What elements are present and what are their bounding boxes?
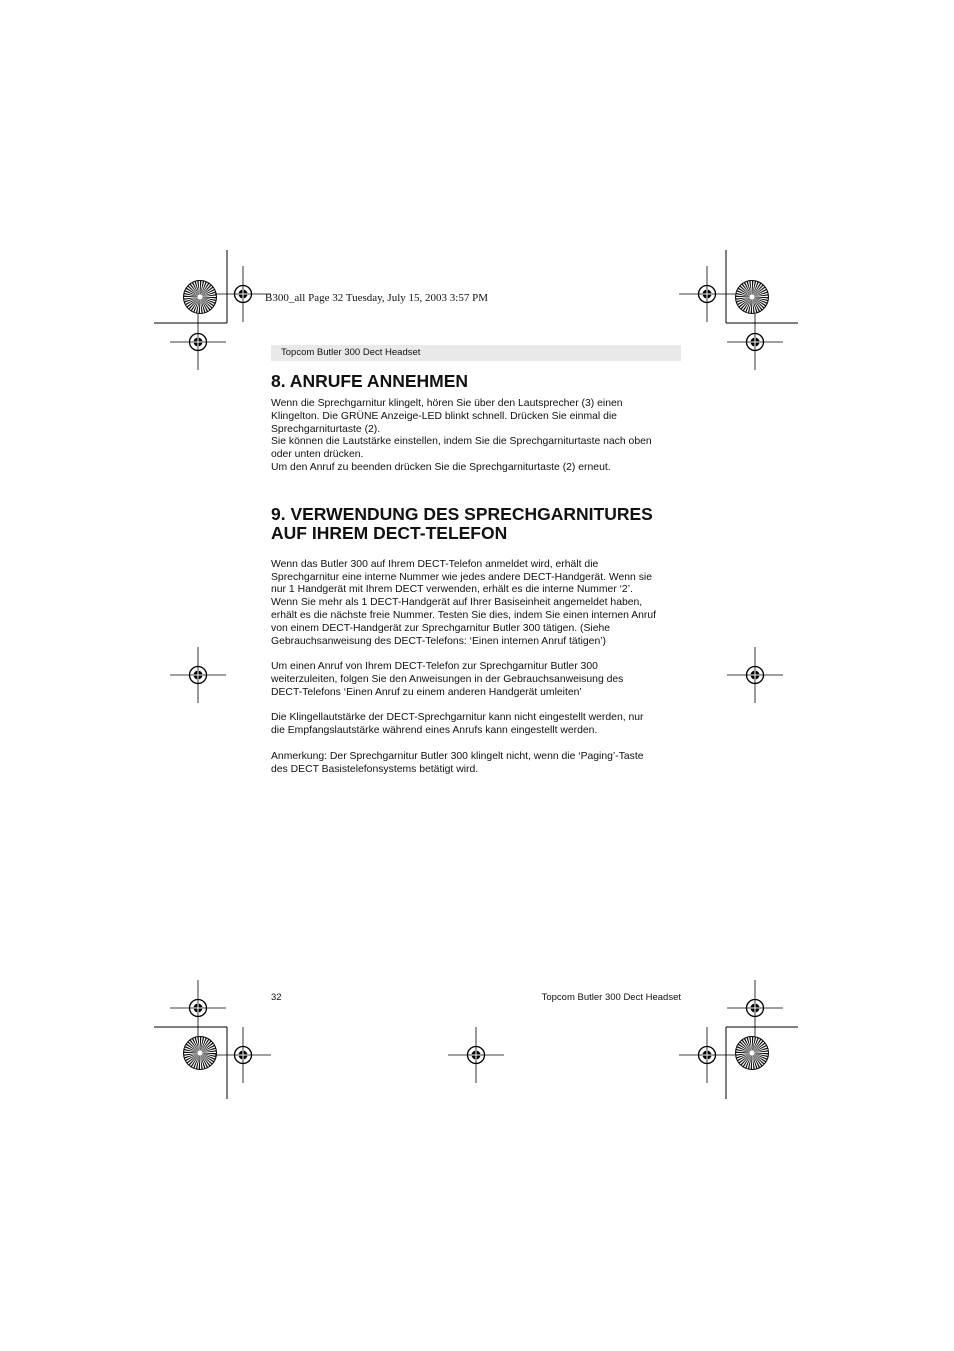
page-content bbox=[271, 372, 681, 776]
print-slug-line: B300_all Page 32 Tuesday, July 15, 2003 3:57 PM bbox=[265, 292, 488, 304]
section-9-paragraph-1 bbox=[271, 559, 681, 649]
text-line: des DECT Basistelefonsystems betätigt wird. bbox=[271, 763, 479, 775]
text-line: Gebrauchsanweisung des DECT-Telefons: ‘Einen internen Anruf tätigen’) bbox=[271, 635, 606, 647]
section-9-paragraph-4 bbox=[271, 751, 681, 777]
text-line: DECT-Telefons ‘Einen Anruf zu einem anderen Handgerät umleiten’ bbox=[271, 686, 582, 698]
registration-target bbox=[170, 314, 226, 370]
text-line: oder unten drücken. bbox=[271, 449, 364, 461]
registration-target bbox=[448, 1027, 504, 1083]
registration-target bbox=[679, 1027, 735, 1083]
registration-target bbox=[215, 266, 271, 322]
text-line: Sie können die Lautstärke einstellen, indem Sie die Sprechgarniturtaste nach oben bbox=[271, 436, 652, 448]
text-line: Um den Anruf zu beenden drücken Sie die Sprechgarniturtaste (2) erneut. bbox=[271, 461, 611, 473]
section-9-heading bbox=[271, 505, 681, 543]
text-line: nur 1 Handgerät mit Ihrem DECT verwenden, erhält es die interne Nummer ‘2’. bbox=[271, 584, 633, 596]
registration-target bbox=[679, 266, 735, 322]
text-line: Wenn Sie mehr als 1 DECT-Handgerät auf Ihrer Basiseinheit angemeldet haben, bbox=[271, 597, 643, 609]
text-line: Wenn die Sprechgarnitur klingelt, hören Sie über den Lautsprecher (3) einen bbox=[271, 398, 623, 409]
section-9-paragraph-3 bbox=[271, 712, 681, 738]
footer-running-title: Topcom Butler 300 Dect Headset bbox=[541, 992, 681, 1003]
color-star-target bbox=[736, 1037, 769, 1070]
text-line: Sprechgarniturtaste (2). bbox=[271, 423, 381, 435]
running-header bbox=[271, 345, 681, 361]
section-8-body bbox=[271, 398, 681, 475]
registration-target bbox=[170, 980, 226, 1036]
text-line: Klingelton. Die GRÜNE Anzeige-LED blinkt schnell. Drücken Sie einmal die bbox=[271, 410, 617, 422]
paragraph-gap bbox=[271, 738, 681, 751]
section-9-heading-line: AUF IHREM DECT-TELEFON bbox=[271, 522, 508, 543]
registration-target bbox=[727, 980, 783, 1036]
color-star-target bbox=[184, 1037, 217, 1070]
registration-target bbox=[727, 314, 783, 370]
text-line: von einem DECT-Handgerät zur Sprechgarnitur Butler 300 tätigen. (Siehe bbox=[271, 622, 611, 634]
text-line: Um einen Anruf von Ihrem DECT-Telefon zur Sprechgarnitur Butler 300 bbox=[271, 661, 598, 673]
section-8-heading: 8. ANRUFE ANNEHMEN bbox=[271, 371, 469, 391]
color-star-target bbox=[736, 281, 769, 314]
running-header-title: Topcom Butler 300 Dect Headset bbox=[281, 347, 421, 358]
paragraph-gap bbox=[271, 700, 681, 713]
text-line: Die Klingellautstärke der DECT-Sprechgarnitur kann nicht eingestellt werden, nur bbox=[271, 712, 644, 724]
section-9-heading-line: 9. VERWENDUNG DES SPRECHGARNITURES bbox=[271, 503, 653, 524]
registration-target bbox=[215, 1027, 271, 1083]
section-9-paragraph-2 bbox=[271, 661, 681, 699]
text-line: Anmerkung: Der Sprechgarnitur Butler 300 klingelt nicht, wenn die ‘Paging’-Taste bbox=[271, 750, 644, 762]
registration-target bbox=[170, 647, 226, 703]
text-line: Sprechgarnitur eine interne Nummer wie jedes andere DECT-Handgerät. Wenn sie bbox=[271, 571, 652, 583]
text-line: die Empfangslautstärke während eines Anrufs kann eingestellt werden. bbox=[271, 725, 598, 737]
text-line: weiterzuleiten, folgen Sie den Anweisungen in der Gebrauchsanweisung des bbox=[271, 673, 624, 685]
registration-target bbox=[727, 647, 783, 703]
text-line: erhält es die nächste freie Nummer. Testen Sie dies, indem Sie einen internen Anruf bbox=[271, 609, 657, 621]
color-star-target bbox=[184, 281, 217, 314]
text-line: Wenn das Butler 300 auf Ihrem DECT-Telefon anmeldet wird, erhält die bbox=[271, 558, 599, 570]
paragraph-gap bbox=[271, 648, 681, 661]
footer-page-number: 32 bbox=[271, 992, 282, 1003]
